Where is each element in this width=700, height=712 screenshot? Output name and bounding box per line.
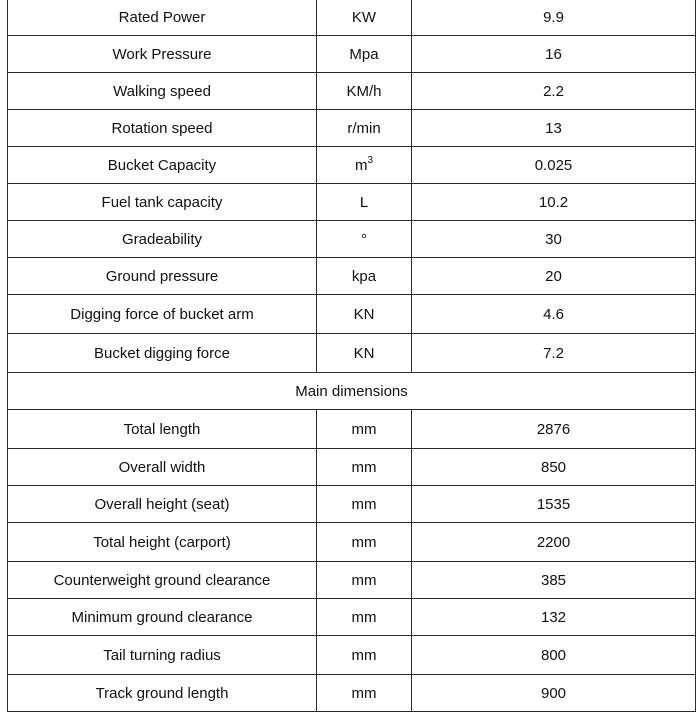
param-value: 385: [412, 562, 696, 599]
param-value: 4.6: [412, 295, 696, 334]
param-unit: KM/h: [317, 73, 412, 110]
param-unit: KW: [317, 0, 412, 36]
section-header-row: [8, 373, 696, 410]
param-value: 9.9: [412, 0, 696, 36]
table-row: [8, 36, 696, 73]
table-row: [8, 73, 696, 110]
param-unit: Mpa: [317, 36, 412, 73]
table-row: [8, 562, 696, 599]
section-header: Main dimensions: [8, 373, 696, 410]
param-unit: kpa: [317, 258, 412, 295]
param-unit: r/min: [317, 110, 412, 147]
param-unit: mm: [317, 523, 412, 562]
param-name: Gradeability: [8, 221, 317, 258]
table-row: [8, 258, 696, 295]
param-unit: mm: [317, 486, 412, 523]
param-unit: L: [317, 184, 412, 221]
param-unit: mm: [317, 636, 412, 675]
table-row: [8, 184, 696, 221]
param-value: 20: [412, 258, 696, 295]
param-value: 2.2: [412, 73, 696, 110]
table-row: [8, 334, 696, 373]
param-unit: mm: [317, 562, 412, 599]
table-row: [8, 636, 696, 675]
param-value: 800: [412, 636, 696, 675]
table-row: [8, 295, 696, 334]
param-value: 132: [412, 599, 696, 636]
param-unit: mm: [317, 599, 412, 636]
param-unit: mm: [317, 449, 412, 486]
param-name: Work Pressure: [8, 36, 317, 73]
param-unit: KN: [317, 334, 412, 373]
param-value: 1535: [412, 486, 696, 523]
table-row: [8, 147, 696, 184]
param-value: 0.025: [412, 147, 696, 184]
param-value: 900: [412, 675, 696, 712]
spec-table: [7, 0, 696, 712]
param-value: 13: [412, 110, 696, 147]
param-name: Fuel tank capacity: [8, 184, 317, 221]
param-name: Bucket Capacity: [8, 147, 317, 184]
param-unit: mm: [317, 410, 412, 449]
param-unit: mm: [317, 675, 412, 712]
param-value: 2876: [412, 410, 696, 449]
param-unit: m: [354, 156, 368, 174]
param-name: Rated Power: [8, 0, 317, 36]
spec-table-body: [8, 0, 696, 712]
param-name: Total length: [8, 410, 317, 449]
table-row: [8, 221, 696, 258]
table-row: [8, 0, 696, 36]
param-name: Total height (carport): [8, 523, 317, 562]
param-unit-cell: [317, 147, 412, 184]
param-name: Overall height (seat): [8, 486, 317, 523]
param-name: Tail turning radius: [8, 636, 317, 675]
param-value: 16: [412, 36, 696, 73]
table-row: [8, 486, 696, 523]
table-row: [8, 675, 696, 712]
param-name: Bucket digging force: [8, 334, 317, 373]
param-name: Track ground length: [8, 675, 317, 712]
param-name: Ground pressure: [8, 258, 317, 295]
param-name: Minimum ground clearance: [8, 599, 317, 636]
table-row: [8, 110, 696, 147]
param-value: 7.2: [412, 334, 696, 373]
param-value: 30: [412, 221, 696, 258]
param-value: 850: [412, 449, 696, 486]
table-row: [8, 410, 696, 449]
param-name: Rotation speed: [8, 110, 317, 147]
param-name: Walking speed: [8, 73, 317, 110]
param-name: Counterweight ground clearance: [8, 562, 317, 599]
param-value: 2200: [412, 523, 696, 562]
table-row: [8, 523, 696, 562]
param-unit: °: [317, 221, 412, 258]
table-row: [8, 449, 696, 486]
unit-superscript: 3: [367, 154, 374, 166]
param-name: Digging force of bucket arm: [8, 295, 317, 334]
param-value: 10.2: [412, 184, 696, 221]
param-unit: KN: [317, 295, 412, 334]
param-name: Overall width: [8, 449, 317, 486]
table-row: [8, 599, 696, 636]
